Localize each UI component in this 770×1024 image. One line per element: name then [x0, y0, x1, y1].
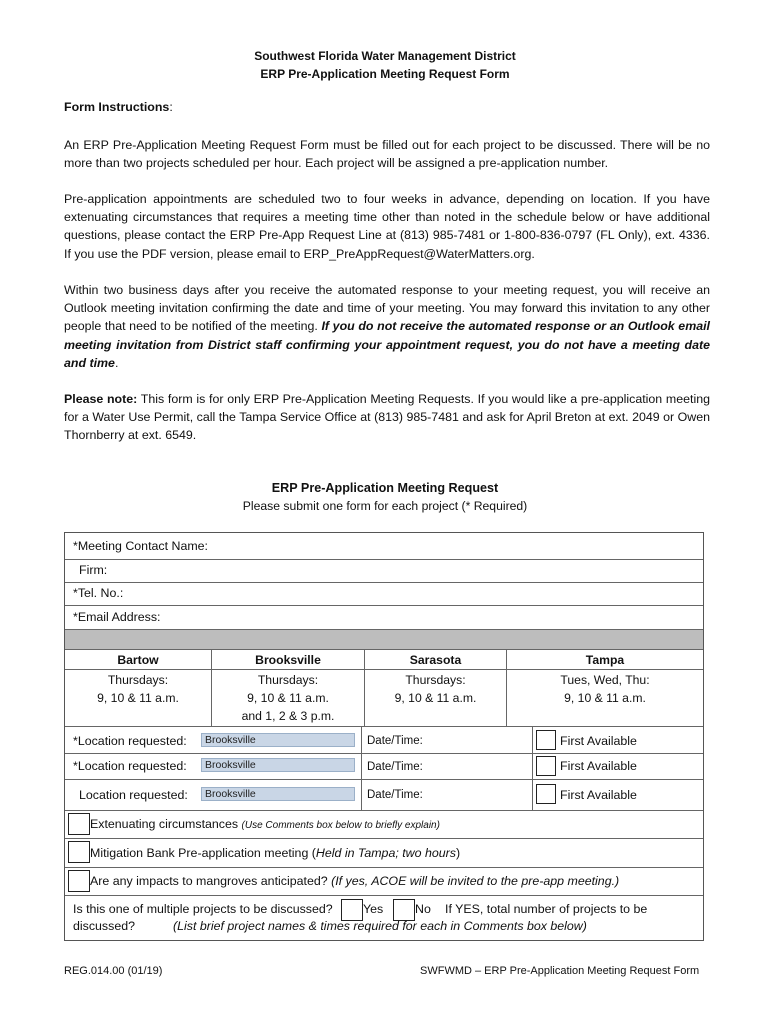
- datetime-field-3[interactable]: Date/Time:: [367, 789, 423, 801]
- location-requested-label-3: Location requested:: [79, 788, 188, 802]
- datetime-field-2[interactable]: Date/Time:: [367, 761, 423, 773]
- mitigation-checkbox[interactable]: [68, 841, 90, 863]
- first-available-label-1: First Available: [560, 734, 637, 748]
- if-yes-label: If YES, total number of projects to be: [445, 902, 648, 916]
- mangroves-label: Are any impacts to mangroves anticipated? (If yes, ACOE will be invited to the pre-app meeting.): [90, 874, 620, 888]
- first-available-checkbox-2[interactable]: [536, 756, 556, 776]
- location-select-1[interactable]: Brooksville: [201, 733, 355, 747]
- yes-label: Yes: [363, 902, 384, 916]
- extenuating-label: Extenuating circumstances (Use Comments box below to briefly explain): [90, 817, 440, 831]
- mangroves-checkbox[interactable]: [68, 870, 90, 892]
- request-form-subtitle: Please submit one form for each project (* Required): [242, 499, 528, 513]
- footer-form-number: REG.014.00 (01/19): [64, 965, 163, 977]
- first-available-checkbox-3[interactable]: [536, 784, 556, 804]
- no-checkbox[interactable]: [393, 899, 415, 921]
- location-select-3[interactable]: Brooksville: [201, 787, 355, 801]
- instructions-paragraph-3: Within two business days after you receive the automated response to your meeting request, you will receive an Outlook meeting invitation confirming the date and time of your meeting. You may forward this invitation to any other people that need to be notified of the meeting. If you do not receive the automated response or an Outlook email meeting invitation from District staff confirming your appointment request, you do not have a meeting date and time.: [64, 283, 710, 370]
- request-form: [64, 532, 704, 941]
- instructions-heading: Form Instructions:: [64, 100, 173, 114]
- first-available-label-3: First Available: [560, 788, 637, 802]
- contact-name-field[interactable]: *Meeting Contact Name:: [73, 539, 208, 553]
- extenuating-checkbox[interactable]: [68, 813, 90, 835]
- yes-checkbox[interactable]: [341, 899, 363, 921]
- request-form-title: ERP Pre-Application Meeting Request: [271, 481, 499, 495]
- location-tampa: Tampa: [585, 653, 625, 667]
- multiple-projects-question: Is this one of multiple projects to be discussed?: [73, 902, 333, 916]
- email-field[interactable]: *Email Address:: [73, 610, 161, 624]
- schedule-bartow: Thursdays: 9, 10 & 11 a.m.: [97, 673, 179, 705]
- district-name: Southwest Florida Water Management District: [254, 49, 516, 63]
- schedule-tampa: Tues, Wed, Thu: 9, 10 & 11 a.m.: [560, 673, 650, 705]
- firm-field[interactable]: Firm:: [79, 563, 108, 577]
- first-available-label-2: First Available: [560, 759, 637, 773]
- warning-text: If you do not receive the automated response or an Outlook email meeting invitation from District staff confirming your appointment request, you do not have a meeting date and time: [64, 319, 710, 370]
- schedule-brooksville: Thursdays: 9, 10 & 11 a.m. and 1, 2 & 3 p.m.: [241, 673, 335, 723]
- form-title: ERP Pre-Application Meeting Request Form: [260, 67, 510, 81]
- list-projects-note: (List brief project names & times required for each in Comments box below): [173, 919, 587, 933]
- first-available-checkbox-1[interactable]: [536, 730, 556, 750]
- location-sarasota: Sarasota: [409, 653, 462, 667]
- mitigation-label: Mitigation Bank Pre-application meeting (Held in Tampa; two hours): [90, 846, 461, 860]
- schedule-sarasota: Thursdays: 9, 10 & 11 a.m.: [394, 673, 477, 705]
- discussed-label: discussed?: [73, 919, 135, 933]
- datetime-field-1[interactable]: Date/Time:: [367, 735, 423, 747]
- separator-bar: [65, 630, 703, 649]
- no-label: No: [415, 902, 431, 916]
- location-bartow: Bartow: [117, 653, 159, 667]
- instructions-paragraph-4: Please note: This form is for only ERP Pre-Application Meeting Requests. If you would like a pre-application meeting for a Water Use Permit, call the Tampa Service Office at (813) 985-7481 and ask for April Breton at ext. 2049 or Owen Thornberry at ext. 6549.: [64, 392, 710, 443]
- location-select-2[interactable]: Brooksville: [201, 758, 355, 772]
- location-requested-label-2: *Location requested:: [73, 759, 187, 773]
- location-requested-label-1: *Location requested:: [73, 734, 187, 748]
- location-brooksville: Brooksville: [255, 653, 321, 667]
- instructions-paragraph-2: Pre-application appointments are scheduled two to four weeks in advance, depending on location. If you have extenuating circumstances that requires a meeting time other than noted in the schedule below or have additional questions, please contact the ERP Pre-App Request Line at (813) 985-7481 or 1-800-836-0797 (FL Only), ext. 4336. If you use the PDF version, please email to ERP_PreAppRequest@WaterMatters.org.: [64, 192, 710, 261]
- instructions-paragraph-1: An ERP Pre-Application Meeting Request Form must be filled out for each project to be discussed. There will be no more than two projects scheduled per hour. Each project will be assigned a pre-application number.: [64, 138, 710, 171]
- tel-field[interactable]: *Tel. No.:: [73, 586, 124, 600]
- footer-form-name: SWFWMD – ERP Pre-Application Meeting Request Form: [420, 965, 700, 977]
